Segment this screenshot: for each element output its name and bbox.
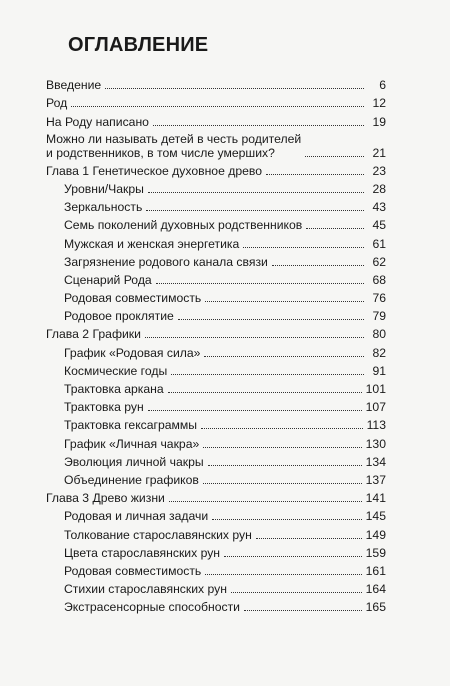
toc-entry-title: Введение — [46, 78, 102, 93]
dot-leader — [171, 374, 364, 375]
toc-entry — [46, 469, 386, 487]
toc-entry — [46, 523, 386, 541]
toc-entry — [46, 451, 386, 469]
toc-entry-title: Глава 3 Древо жизни — [46, 491, 165, 506]
toc-entry-title: Родовое проклятие — [64, 309, 174, 324]
toc-entry-page-number: 12 — [372, 96, 386, 111]
toc-entry-page-number: 82 — [372, 345, 386, 360]
toc-entry — [46, 432, 386, 450]
toc-entry-title: Родовая совместимость — [64, 291, 202, 306]
dot-leader — [244, 610, 362, 611]
toc-entry-title: Родовая совместимость — [64, 563, 202, 578]
toc-entry-title: Глава 1 Генетическое духовное древо — [46, 163, 263, 178]
dot-leader — [169, 501, 362, 502]
toc-entry-title: Зеркальность — [64, 200, 143, 215]
page-title: ОГЛАВЛЕНИЕ — [68, 34, 209, 56]
dot-leader — [153, 125, 364, 126]
toc-entry-page-number: 43 — [372, 200, 386, 215]
toc-entry-page-number: 164 — [365, 582, 386, 597]
toc-entry — [46, 360, 386, 378]
toc-entry-page-number: 45 — [372, 218, 386, 233]
dot-leader — [203, 483, 362, 484]
toc-entry-page-number: 21 — [372, 145, 386, 160]
toc-entry — [46, 414, 386, 432]
toc-entry-page-number: 91 — [372, 363, 386, 378]
toc-entry-title: На Роду написано — [46, 114, 149, 129]
toc-entry-page-number: 130 — [365, 436, 386, 451]
toc-entry-title: Трактовка рун — [64, 400, 144, 415]
dot-leader — [201, 428, 363, 429]
dot-leader — [305, 156, 364, 157]
toc-entry — [46, 214, 386, 232]
toc-entry-page-number: 134 — [365, 454, 386, 469]
toc-entry — [46, 178, 386, 196]
toc-entry-page-number: 101 — [365, 382, 386, 396]
toc-entry — [46, 74, 386, 92]
toc-entry-page-number: 79 — [372, 309, 386, 324]
dot-leader — [306, 228, 364, 229]
toc-entry-title: Объединение графиков — [64, 472, 199, 487]
toc-entry-page-number: 76 — [372, 291, 386, 306]
toc-entry — [46, 596, 386, 614]
dot-leader — [205, 574, 361, 575]
toc-entry-title: Родовая и личная задачи — [64, 509, 209, 524]
toc-entry-page-number: 61 — [372, 236, 386, 251]
dot-leader — [272, 265, 364, 266]
toc-entry — [46, 196, 386, 214]
toc-entry-page-number: 113 — [366, 418, 386, 433]
table-of-contents — [46, 74, 386, 614]
toc-entry-title: Уровни/Чакры — [64, 181, 144, 196]
toc-entry — [46, 110, 386, 128]
toc-entry — [46, 323, 386, 341]
dot-leader — [203, 447, 361, 448]
dot-leader — [145, 337, 364, 338]
toc-entry-title: Экстрасенсорные способности — [64, 600, 240, 615]
toc-entry — [46, 396, 386, 414]
toc-entry — [46, 487, 386, 505]
toc-entry-page-number: 165 — [365, 600, 386, 615]
toc-entry — [46, 505, 386, 523]
toc-entry-title: Мужская и женская энергетика — [64, 236, 240, 251]
dot-leader — [231, 592, 362, 593]
toc-entry-page-number: 19 — [372, 114, 386, 129]
toc-entry-page-number: 137 — [365, 472, 386, 487]
toc-entry-page-number: 80 — [372, 327, 386, 342]
toc-entry-title: Семь поколений духовных родственников — [64, 218, 303, 233]
dot-leader — [146, 210, 364, 211]
toc-entry-title: Трактовка гексаграммы — [64, 418, 198, 433]
toc-entry-title: График «Родовая сила» — [64, 345, 201, 360]
dot-leader — [168, 392, 362, 393]
toc-entry-title: Можно ли называть детей в честь родителей и родственников, в том числе умерших? — [46, 131, 302, 160]
dot-leader — [148, 192, 364, 193]
toc-entry-title: Род — [46, 96, 68, 111]
dot-leader — [266, 174, 364, 175]
dot-leader — [178, 319, 364, 320]
toc-entry — [46, 160, 386, 178]
toc-entry-page-number: 107 — [365, 400, 386, 415]
toc-entry-title: Космические годы — [64, 363, 168, 378]
toc-entry-title: Трактовка аркана — [64, 382, 164, 396]
toc-entry — [46, 578, 386, 596]
toc-entry-title: График «Личная чакра» — [64, 436, 200, 451]
dot-leader — [243, 247, 364, 248]
toc-entry-page-number: 62 — [372, 254, 386, 269]
toc-entry — [46, 269, 386, 287]
dot-leader — [156, 283, 364, 284]
toc-entry — [46, 305, 386, 323]
toc-entry-page-number: 23 — [372, 163, 386, 178]
dot-leader — [205, 301, 364, 302]
dot-leader — [204, 356, 364, 357]
toc-entry-title: Глава 2 Графики — [46, 327, 141, 342]
toc-entry-title: Толкование старославянских рун — [64, 527, 252, 542]
toc-entry — [46, 378, 386, 396]
toc-entry-page-number: 159 — [365, 545, 386, 560]
toc-entry — [46, 92, 386, 110]
dot-leader — [71, 106, 364, 107]
dot-leader — [148, 410, 362, 411]
toc-entry-page-number: 149 — [365, 527, 386, 542]
toc-entry-page-number: 6 — [379, 78, 386, 93]
toc-entry — [46, 129, 386, 160]
toc-entry-title: Сценарий Рода — [64, 272, 152, 287]
toc-entry — [46, 341, 386, 359]
toc-entry-page-number: 141 — [365, 491, 386, 506]
toc-entry — [46, 251, 386, 269]
toc-entry-title: Стихии старославянских рун — [64, 582, 227, 597]
toc-entry — [46, 232, 386, 250]
toc-entry-title: Загрязнение родового канала связи — [64, 254, 268, 269]
dot-leader — [212, 519, 361, 520]
dot-leader — [105, 88, 364, 89]
toc-entry-page-number: 161 — [365, 563, 386, 578]
toc-entry-page-number: 68 — [372, 272, 386, 287]
toc-entry-page-number: 145 — [365, 509, 386, 524]
toc-entry-title: Эволюция личной чакры — [64, 454, 204, 469]
toc-entry-title: Цвета старославянских рун — [64, 545, 221, 560]
dot-leader — [256, 538, 362, 539]
toc-entry — [46, 542, 386, 560]
dot-leader — [224, 556, 362, 557]
dot-leader — [208, 465, 362, 466]
toc-entry-page-number: 28 — [372, 181, 386, 196]
toc-entry — [46, 560, 386, 578]
toc-entry — [46, 287, 386, 305]
